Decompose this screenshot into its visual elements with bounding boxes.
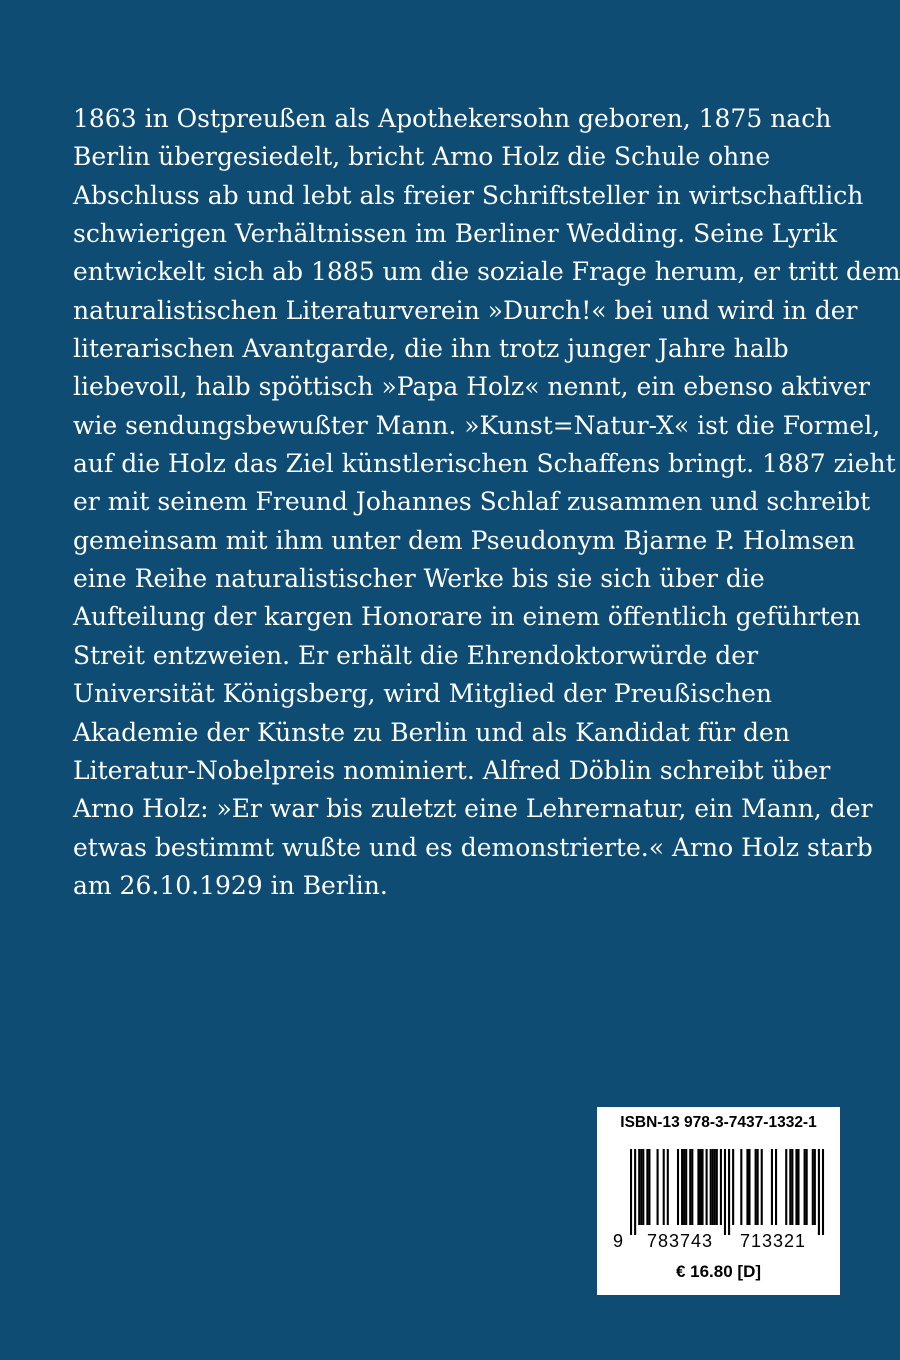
barcode-bar <box>785 1149 787 1225</box>
barcode-bar <box>728 1149 730 1235</box>
barcode-bar <box>689 1149 691 1225</box>
barcode-bar <box>804 1149 806 1225</box>
barcode-bar <box>657 1149 659 1225</box>
biography-line: naturalistischen Literaturverein »Durch!« bei und wird in der <box>73 295 858 325</box>
barcode-bar <box>795 1149 797 1225</box>
biography-line: Literatur-Nobelpreis nominiert. Alfred Döblin schreibt über <box>73 755 831 785</box>
biography-line: schwierigen Verhältnissen im Berliner Wedding. Seine Lyrik <box>73 219 838 249</box>
barcode-bar <box>701 1149 703 1225</box>
barcode-bar <box>724 1149 726 1235</box>
biography-line: auf die Holz das Ziel künstlerischen Schaffens bringt. 1887 zieht <box>73 449 896 479</box>
biography-line: entwickelt sich ab 1885 um die soziale Frage herum, er tritt dem <box>73 257 900 287</box>
barcode-bar <box>699 1149 701 1225</box>
barcode-bar <box>740 1149 742 1225</box>
biography-line: Berlin übergesiedelt, bricht Arno Holz die Schule ohne <box>73 142 771 172</box>
barcode-digits-left: 783743 <box>646 1231 714 1251</box>
barcode-bar <box>663 1149 665 1225</box>
biography-line: Abschluss ab und lebt als freier Schriftsteller in wirtschaftlich <box>73 180 864 210</box>
barcode-bar <box>716 1149 718 1225</box>
price-label: € 16.80 [D] <box>675 1262 762 1281</box>
barcode-bar <box>812 1149 814 1225</box>
biography-line: Streit entzweien. Er erhält die Ehrendoktorwürde der <box>73 640 759 670</box>
barcode-bar <box>640 1149 642 1225</box>
biography-line: am 26.10.1929 in Berlin. <box>73 870 388 900</box>
biography-line: Arno Holz: »Er war bis zuletzt eine Lehrernatur, ein Mann, der <box>73 794 873 824</box>
barcode-bar <box>797 1149 799 1225</box>
barcode-bar <box>822 1149 824 1235</box>
barcode-bar <box>642 1149 644 1225</box>
biography-line: etwas bestimmt wußte und es demonstrierte.« Arno Holz starb <box>73 832 873 862</box>
barcode-bar <box>818 1149 820 1235</box>
biography-line: Aufteilung der kargen Honorare in einem öffentlich geführten <box>73 602 861 632</box>
barcode-bar <box>712 1149 714 1225</box>
biography-line: gemeinsam mit ihm unter dem Pseudonym Bjarne P. Holmsen <box>73 525 856 555</box>
barcode-bar <box>714 1149 716 1225</box>
barcode-bar <box>630 1149 632 1235</box>
barcode-bar <box>691 1149 693 1225</box>
biography-line: 1863 in Ostpreußen als Apothekersohn geboren, 1875 nach <box>73 104 832 133</box>
barcode-bar <box>697 1149 699 1225</box>
biography-line: Universität Königsberg, wird Mitglied der Preußischen <box>73 679 772 709</box>
isbn-label: ISBN-13 978-3-7437-1332-1 <box>620 1114 817 1131</box>
barcode-bar <box>677 1149 679 1225</box>
biography-line: eine Reihe naturalistischer Werke bis sie sich über die <box>73 564 765 594</box>
barcode-bar <box>748 1149 750 1225</box>
barcode-bar <box>638 1149 640 1225</box>
barcode-bar <box>710 1149 712 1225</box>
barcode-bar <box>683 1149 685 1225</box>
barcode-bar <box>814 1149 816 1225</box>
biography-line: Akademie der Künste zu Berlin und als Kandidat für den <box>73 717 790 747</box>
barcode-bar <box>755 1149 757 1225</box>
barcode-bar <box>791 1149 793 1225</box>
biography-line: er mit seinem Freund Johannes Schlaf zusammen und schreibt <box>73 487 871 517</box>
isbn-barcode-box <box>597 1107 840 1295</box>
barcode-digit-lead: 9 <box>612 1231 624 1251</box>
barcode-bar <box>746 1149 748 1225</box>
barcode-bar <box>771 1149 773 1225</box>
barcode-bar <box>646 1149 648 1225</box>
barcode-bar <box>775 1149 777 1225</box>
barcode-bar <box>757 1149 759 1225</box>
barcode-bars <box>630 1149 824 1235</box>
barcode-bar <box>634 1149 636 1235</box>
biography-line: liebevoll, halb spöttisch »Papa Holz« nennt, ein ebenso aktiver <box>73 372 870 402</box>
biography-line: wie sendungsbewußter Mann. »Kunst=Natur-X« ist die Formel, <box>73 410 881 440</box>
barcode-bar <box>685 1149 687 1225</box>
barcode-bar <box>761 1149 763 1225</box>
barcode-bar <box>720 1149 722 1225</box>
barcode-bar <box>681 1149 683 1225</box>
barcode-bar <box>806 1149 808 1225</box>
barcode-bar <box>732 1149 734 1225</box>
barcode-bar <box>706 1149 708 1225</box>
barcode-bar <box>648 1149 650 1225</box>
barcode <box>612 1149 824 1251</box>
barcode-bar <box>789 1149 791 1225</box>
biography-line: literarischen Avantgarde, die ihn trotz junger Jahre halb <box>73 334 789 364</box>
barcode-bar <box>667 1149 669 1225</box>
barcode-digits-right: 713321 <box>739 1231 807 1251</box>
author-biography <box>73 100 900 905</box>
